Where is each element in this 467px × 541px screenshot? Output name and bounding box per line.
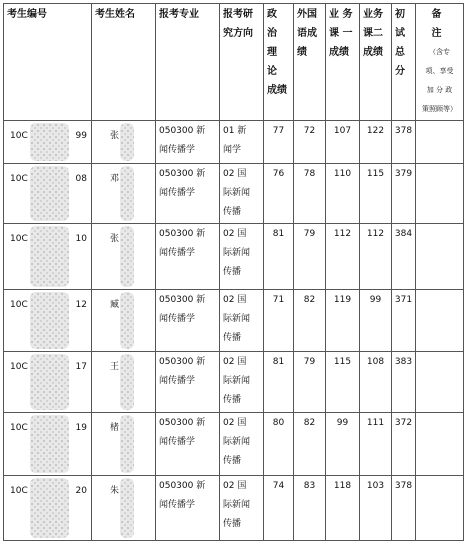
redaction-mask xyxy=(30,415,69,473)
candidate-id-prefix: 10C xyxy=(10,362,28,372)
candidate-id-suffix: 12 xyxy=(75,300,87,310)
table-row xyxy=(4,290,464,352)
candidate-name-cell xyxy=(92,290,156,352)
politics-score-cell: 81 xyxy=(264,352,294,413)
course-two-score-cell: 122 xyxy=(360,121,392,164)
redaction-mask xyxy=(30,123,69,161)
politics-score-cell: 76 xyxy=(264,164,294,224)
remarks-cell xyxy=(416,352,464,413)
foreign-language-score-cell: 79 xyxy=(294,224,326,290)
candidate-surname: 朱 xyxy=(110,486,120,496)
candidate-surname: 臧 xyxy=(110,300,120,310)
candidate-id-cell xyxy=(4,352,92,413)
candidate-id-prefix: 10C xyxy=(10,423,28,433)
course-one-score-cell: 110 xyxy=(326,164,360,224)
course-two-score-cell: 103 xyxy=(360,476,392,541)
candidate-surname: 张 xyxy=(110,131,120,141)
candidate-id-cell xyxy=(4,476,92,541)
header-course-two: 业务 课二 成绩 xyxy=(360,4,392,121)
table-row xyxy=(4,476,464,541)
redaction-mask xyxy=(120,478,134,538)
score-table xyxy=(3,3,464,541)
politics-score-cell: 71 xyxy=(264,290,294,352)
politics-score-cell: 74 xyxy=(264,476,294,541)
candidate-id-suffix: 17 xyxy=(75,362,87,372)
header-candidate-id: 考生编号 xyxy=(4,4,92,121)
candidate-name-cell xyxy=(92,224,156,290)
candidate-id-prefix: 10C xyxy=(10,300,28,310)
redaction-mask xyxy=(120,123,134,161)
foreign-language-score-cell: 82 xyxy=(294,290,326,352)
header-total: 初 试 总 分 xyxy=(392,4,416,121)
total-score-cell: 378 xyxy=(392,476,416,541)
course-one-score-cell: 107 xyxy=(326,121,360,164)
remarks-cell xyxy=(416,413,464,476)
candidate-id-cell xyxy=(4,224,92,290)
direction-cell: 02 国 际新闻 传播 xyxy=(220,476,264,541)
candidate-id-cell xyxy=(4,164,92,224)
foreign-language-score-cell: 72 xyxy=(294,121,326,164)
major-cell: 050300 新 闻传播学 xyxy=(156,121,220,164)
candidate-surname: 张 xyxy=(110,234,120,244)
foreign-language-score-cell: 83 xyxy=(294,476,326,541)
header-course-one: 业 务 课 一 成绩 xyxy=(326,4,360,121)
remarks-cell xyxy=(416,121,464,164)
table-row xyxy=(4,164,464,224)
total-score-cell: 378 xyxy=(392,121,416,164)
direction-cell: 01 新 闻学 xyxy=(220,121,264,164)
major-cell: 050300 新 闻传播学 xyxy=(156,476,220,541)
candidate-surname: 王 xyxy=(110,362,120,372)
candidate-id-prefix: 10C xyxy=(10,174,28,184)
candidate-id-suffix: 10 xyxy=(75,234,87,244)
candidate-name-cell xyxy=(92,476,156,541)
candidate-id-prefix: 10C xyxy=(10,486,28,496)
redaction-mask xyxy=(120,292,134,349)
remarks-cell xyxy=(416,224,464,290)
politics-score-cell: 77 xyxy=(264,121,294,164)
redaction-mask xyxy=(120,166,134,221)
candidate-surname: 楮 xyxy=(110,423,120,433)
direction-cell: 02 国 际新闻 传播 xyxy=(220,224,264,290)
total-score-cell: 372 xyxy=(392,413,416,476)
direction-cell: 02 国 际新闻 传播 xyxy=(220,164,264,224)
header-politics: 政 治 理 论 成绩 xyxy=(264,4,294,121)
table-row xyxy=(4,121,464,164)
candidate-id-cell xyxy=(4,290,92,352)
major-cell: 050300 新 闻传播学 xyxy=(156,164,220,224)
redaction-mask xyxy=(120,354,134,410)
header-foreign-language: 外国 语成 绩 xyxy=(294,4,326,121)
course-one-score-cell: 115 xyxy=(326,352,360,413)
table-body xyxy=(4,121,464,541)
candidate-id-suffix: 20 xyxy=(75,486,87,496)
foreign-language-score-cell: 78 xyxy=(294,164,326,224)
header-row xyxy=(4,4,464,121)
candidate-name-cell xyxy=(92,121,156,164)
candidate-name-cell xyxy=(92,352,156,413)
major-cell: 050300 新 闻传播学 xyxy=(156,352,220,413)
course-one-score-cell: 99 xyxy=(326,413,360,476)
candidate-id-prefix: 10C xyxy=(10,234,28,244)
course-one-score-cell: 119 xyxy=(326,290,360,352)
redaction-mask xyxy=(30,226,69,287)
course-one-score-cell: 112 xyxy=(326,224,360,290)
candidate-id-suffix: 99 xyxy=(75,131,87,141)
remarks-cell xyxy=(416,164,464,224)
redaction-mask xyxy=(30,166,69,221)
candidate-id-prefix: 10C xyxy=(10,131,28,141)
course-two-score-cell: 108 xyxy=(360,352,392,413)
header-remarks: 备 注 （含专 项、享受 加 分 政 策照顾等） xyxy=(416,4,464,121)
total-score-cell: 384 xyxy=(392,224,416,290)
candidate-name-cell xyxy=(92,164,156,224)
redaction-mask xyxy=(30,292,69,349)
candidate-id-cell xyxy=(4,413,92,476)
remarks-cell xyxy=(416,290,464,352)
course-two-score-cell: 112 xyxy=(360,224,392,290)
total-score-cell: 379 xyxy=(392,164,416,224)
major-cell: 050300 新 闻传播学 xyxy=(156,290,220,352)
table-row xyxy=(4,224,464,290)
candidate-name-cell xyxy=(92,413,156,476)
redaction-mask xyxy=(30,478,69,538)
candidate-id-suffix: 19 xyxy=(75,423,87,433)
direction-cell: 02 国 际新闻 传播 xyxy=(220,413,264,476)
course-two-score-cell: 111 xyxy=(360,413,392,476)
table-row xyxy=(4,352,464,413)
redaction-mask xyxy=(120,226,134,287)
politics-score-cell: 81 xyxy=(264,224,294,290)
direction-cell: 02 国 际新闻 传播 xyxy=(220,352,264,413)
remarks-cell xyxy=(416,476,464,541)
candidate-surname: 邓 xyxy=(110,174,120,184)
table-row xyxy=(4,413,464,476)
header-major: 报考专业 xyxy=(156,4,220,121)
foreign-language-score-cell: 82 xyxy=(294,413,326,476)
foreign-language-score-cell: 79 xyxy=(294,352,326,413)
direction-cell: 02 国 际新闻 传播 xyxy=(220,290,264,352)
course-one-score-cell: 118 xyxy=(326,476,360,541)
score-sheet xyxy=(3,3,464,541)
candidate-id-cell xyxy=(4,121,92,164)
redaction-mask xyxy=(30,354,69,410)
header-direction: 报考研 究方向 xyxy=(220,4,264,121)
major-cell: 050300 新 闻传播学 xyxy=(156,413,220,476)
total-score-cell: 371 xyxy=(392,290,416,352)
politics-score-cell: 80 xyxy=(264,413,294,476)
total-score-cell: 383 xyxy=(392,352,416,413)
candidate-id-suffix: 08 xyxy=(75,174,87,184)
course-two-score-cell: 115 xyxy=(360,164,392,224)
redaction-mask xyxy=(120,415,134,473)
major-cell: 050300 新 闻传播学 xyxy=(156,224,220,290)
course-two-score-cell: 99 xyxy=(360,290,392,352)
header-candidate-name: 考生姓名 xyxy=(92,4,156,121)
